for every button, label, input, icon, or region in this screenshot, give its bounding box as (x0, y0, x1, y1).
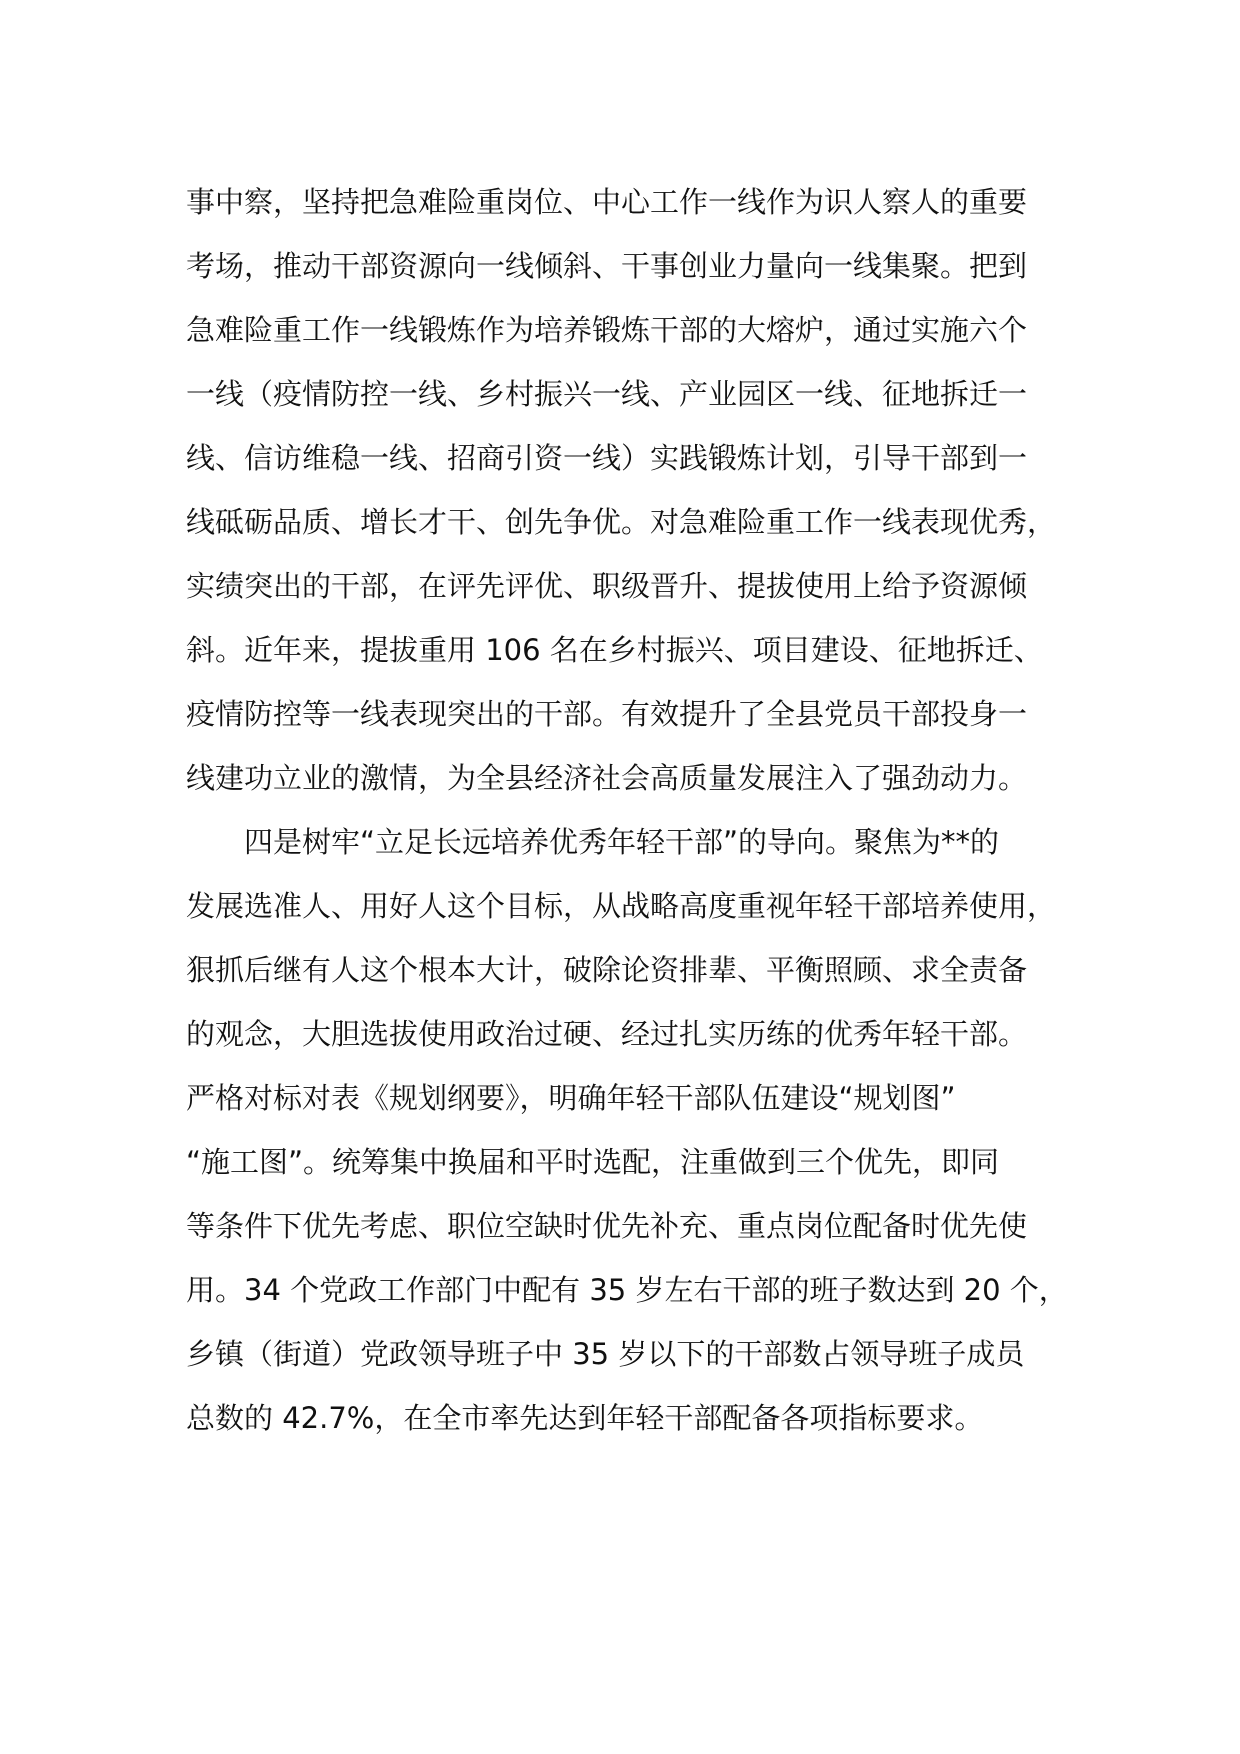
text-line: 线、信访维稳一线、招商引资一线）实践锻炼计划，引导干部到一 (186, 441, 1028, 475)
text-line: 斜。近年来，提拔重用 106 名在乡村振兴、项目建设、征地拆迁、 (186, 633, 1043, 667)
text-line: 总数的 42.7%，在全市率先达到年轻干部配备各项指标要求。 (186, 1401, 984, 1435)
text-line: 线建功立业的激情，为全县经济社会高质量发展注入了强劲动力。 (186, 761, 1028, 795)
text-line: 狠抓后继有人这个根本大计，破除论资排辈、平衡照顾、求全责备 (186, 953, 1028, 987)
text-line: 急难险重工作一线锻炼作为培养锻炼干部的大熔炉，通过实施六个 (186, 313, 1028, 347)
text-line: 事中察，坚持把急难险重岗位、中心工作一线作为识人察人的重要 (186, 185, 1028, 219)
text-line: “施工图”。统筹集中换届和平时选配，注重做到三个优先，即同 (186, 1145, 1000, 1179)
text-line: 乡镇（街道）党政领导班子中 35 岁以下的干部数占领导班子成员 (186, 1337, 1025, 1371)
paragraph-start-line: 四是树牢“立足长远培养优秀年轻干部”的导向。聚焦为**的 (244, 825, 1000, 859)
text-line: 一线（疫情防控一线、乡村振兴一线、产业园区一线、征地拆迁一 (186, 377, 1028, 411)
text-line: 考场，推动干部资源向一线倾斜、干事创业力量向一线集聚。把到 (186, 249, 1028, 283)
text-line: 用。34 个党政工作部门中配有 35 岁左右干部的班子数达到 20 个， (186, 1273, 1068, 1307)
text-line: 线砥砺品质、增长才干、创先争优。对急难险重工作一线表现优秀， (186, 505, 1057, 539)
text-line: 实绩突出的干部，在评先评优、职级晋升、提拔使用上给予资源倾 (186, 569, 1028, 603)
text-line: 的观念，大胆选拔使用政治过硬、经过扎实历练的优秀年轻干部。 (186, 1017, 1028, 1051)
text-line: 严格对标对表《规划纲要》，明确年轻干部队伍建设“规划图” (186, 1081, 956, 1115)
text-line: 发展选准人、用好人这个目标，从战略高度重视年轻干部培养使用， (186, 889, 1057, 923)
text-line: 等条件下优先考虑、职位空缺时优先补充、重点岗位配备时优先使 (186, 1209, 1028, 1243)
text-line: 疫情防控等一线表现突出的干部。有效提升了全县党员干部投身一 (186, 697, 1028, 731)
body-text (186, 170, 1086, 1450)
